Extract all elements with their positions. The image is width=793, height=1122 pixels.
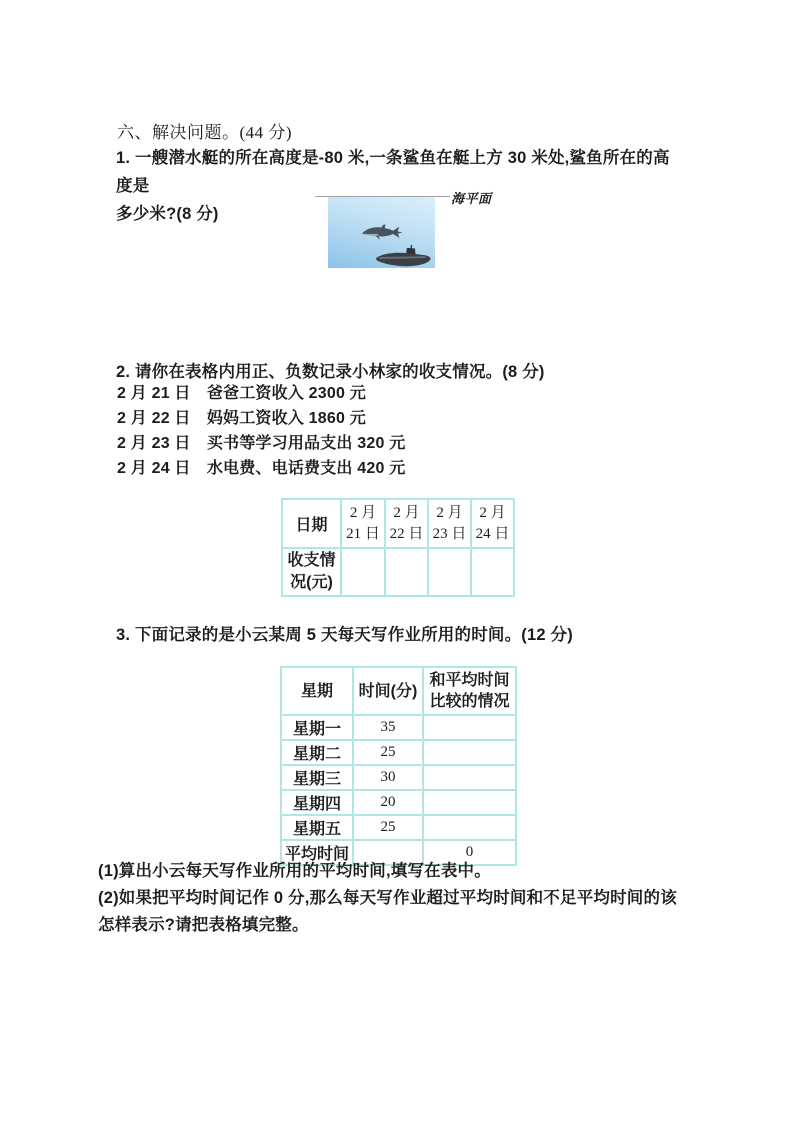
compare-cell [423,790,516,815]
balance-value-cell [471,548,514,596]
balance-value-cell [341,548,385,596]
compare-cell [423,715,516,740]
table-row [281,765,516,790]
record-line: 2 月 24 日 水电费、电话费支出 420 元 [117,460,406,477]
balance-row-label-cell: 收支情况(元) [282,548,341,596]
question-3-sub2-line1: (2)如果把平均时间记作 0 分,那么每天写作业超过平均时间和不足平均时间的该 [98,889,677,907]
date-corner-cell: 日期 [282,499,341,548]
submarine-icon [374,245,433,268]
sea-figure [328,197,435,268]
table-row [282,548,514,596]
weekday-cell: 星期四 [281,790,353,815]
date-cell: 2 月 21 日 [341,499,385,548]
table-row [281,715,516,740]
question-3-title: 3. 下面记录的是小云某周 5 天每天写作业所用的时间。(12 分) [116,626,573,644]
record-line: 2 月 22 日 妈妈工资收入 1860 元 [117,410,366,427]
time-cell: 25 [353,740,423,765]
table-row [281,790,516,815]
question-1-line1: 1. 一艘潜水艇的所在高度是-80 米,一条鲨鱼在艇上方 30 米处,鲨鱼所在的高度是 [116,149,670,195]
sea-level-label: 海平面 [451,191,492,206]
average-label-cell: 平均时间 [281,840,353,865]
time-cell: 25 [353,815,423,840]
record-line: 2 月 21 日 爸爸工资收入 2300 元 [117,385,366,402]
question-3-sub2 [98,885,683,939]
weekday-cell: 星期五 [281,815,353,840]
question-3-sub2-line2: 怎样表示?请把表格填完整。 [98,916,309,934]
date-cell: 2 月 24 日 [471,499,514,548]
time-cell: 30 [353,765,423,790]
question-2-title: 2. 请你在表格内用正、负数记录小林家的收支情况。(8 分) [116,363,545,381]
compare-cell [423,740,516,765]
compare-header-cell: 和平均时间比较的情况 [423,667,516,715]
table-row [281,740,516,765]
table-header-row [281,667,516,715]
section-title: 六、解决问题。(44 分) [117,123,293,142]
date-cell: 2 月 23 日 [428,499,471,548]
shark-icon [361,223,403,242]
time-header-cell: 时间(分) [353,667,423,715]
compare-cell [423,815,516,840]
weekday-cell: 星期一 [281,715,353,740]
time-cell: 35 [353,715,423,740]
balance-value-cell [385,548,428,596]
balance-value-cell [428,548,471,596]
weekday-cell: 星期二 [281,740,353,765]
date-cell: 2 月 22 日 [385,499,428,548]
question-3-sub1: (1)算出小云每天写作业所用的平均时间,填写在表中。 [98,862,491,880]
record-line: 2 月 23 日 买书等学习用品支出 320 元 [117,435,406,452]
homework-time-table [280,666,517,866]
weekday-cell: 星期三 [281,765,353,790]
payment-records [117,381,405,481]
compare-cell: 0 [423,840,516,865]
table-row [282,499,514,548]
income-expense-table [281,498,515,597]
table-row [281,815,516,840]
time-cell: 20 [353,790,423,815]
weekday-header-cell: 星期 [281,667,353,715]
question-1-line2: 多少米?(8 分) [116,205,219,223]
compare-cell [423,765,516,790]
